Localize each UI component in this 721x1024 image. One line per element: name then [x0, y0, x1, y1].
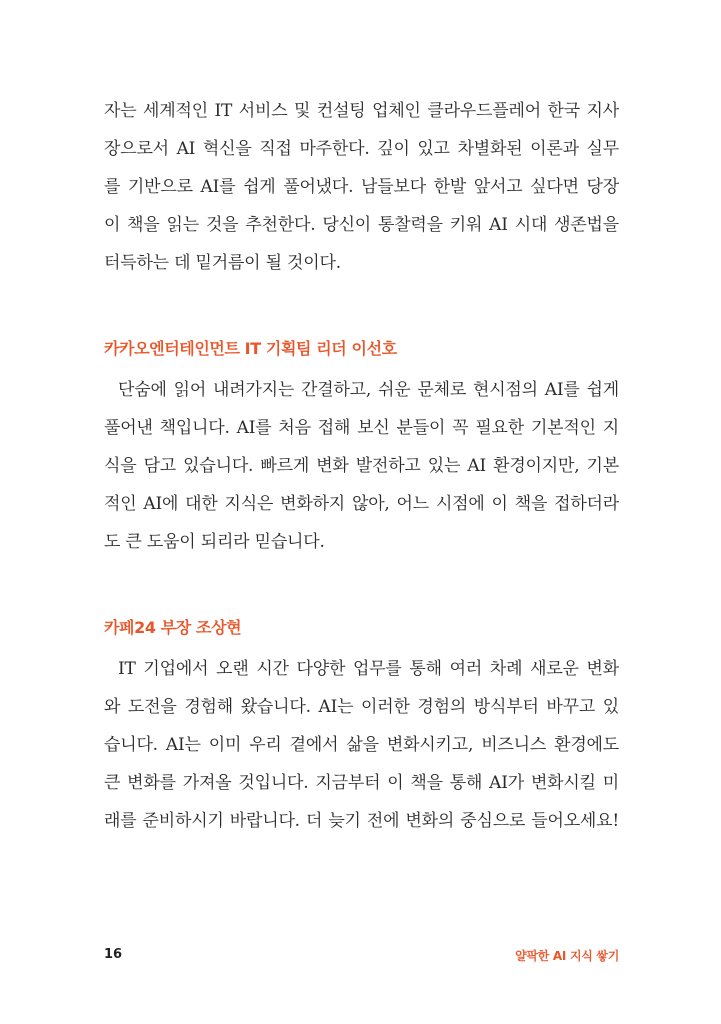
paragraph-line: 와 도전을 경험해 왔습니다. AI는 이러한 경험의 방식부터 바꾸고 있: [104, 697, 619, 717]
reviewer-heading: 카페24 부장 조상현: [104, 618, 242, 637]
paragraph-line: 장으로서 AI 혁신을 직접 마주한다. 깊이 있고 차별화된 이론과 실무: [104, 139, 619, 159]
review-paragraph: [104, 371, 619, 561]
paragraph-line: 풀어낸 책입니다. AI를 처음 접해 보신 분들이 꼭 필요한 기본적인 지: [104, 418, 619, 438]
paragraph-line: IT 기업에서 오랜 시간 다양한 업무를 통해 여러 차례 새로운 변화: [118, 659, 619, 679]
reviewer-heading: 카카오엔터테인먼트 IT 기획팀 리더 이선호: [104, 339, 397, 358]
paragraph-line: 적인 AI에 대한 지식은 변화하지 않아, 어느 시점에 이 책을 접하더라: [104, 494, 619, 514]
paragraph-line: 자는 세계적인 IT 서비스 및 컨설팅 업체인 클라우드플레어 한국 지사: [104, 101, 619, 121]
paragraph-line: 큰 변화를 가져올 것입니다. 지금부터 이 책을 통해 AI가 변화시킬 미: [104, 773, 619, 793]
paragraph-line: 래를 준비하시기 바랍니다. 더 늦기 전에 변화의 중심으로 들어오세요!: [104, 811, 619, 831]
paragraph-line: 도 큰 도움이 되리라 믿습니다.: [104, 532, 325, 552]
paragraph-line: 를 기반으로 AI를 쉽게 풀어냈다. 남들보다 한발 앞서고 싶다면 당장: [104, 177, 619, 197]
paragraph-line: 습니다. AI는 이미 우리 곁에서 삶을 변화시키고, 비즈니스 환경에도: [104, 735, 619, 755]
paragraph-line: 단숨에 읽어 내려가지는 간결하고, 쉬운 문체로 현시점의 AI를 쉽게: [118, 380, 619, 400]
paragraph-line: 터득하는 데 밑거름이 될 것이다.: [104, 253, 341, 273]
running-title: 얄팍한 AI 지식 쌓기: [515, 949, 619, 963]
paragraph-line: 이 책을 읽는 것을 추천한다. 당신이 통찰력을 키워 AI 시대 생존법을: [104, 215, 619, 235]
page-number: 16: [104, 947, 123, 962]
review-paragraph: [104, 650, 619, 840]
intro-paragraph: [104, 92, 619, 282]
paragraph-line: 식을 담고 있습니다. 빠르게 변화 발전하고 있는 AI 환경이지만, 기본: [104, 456, 619, 476]
